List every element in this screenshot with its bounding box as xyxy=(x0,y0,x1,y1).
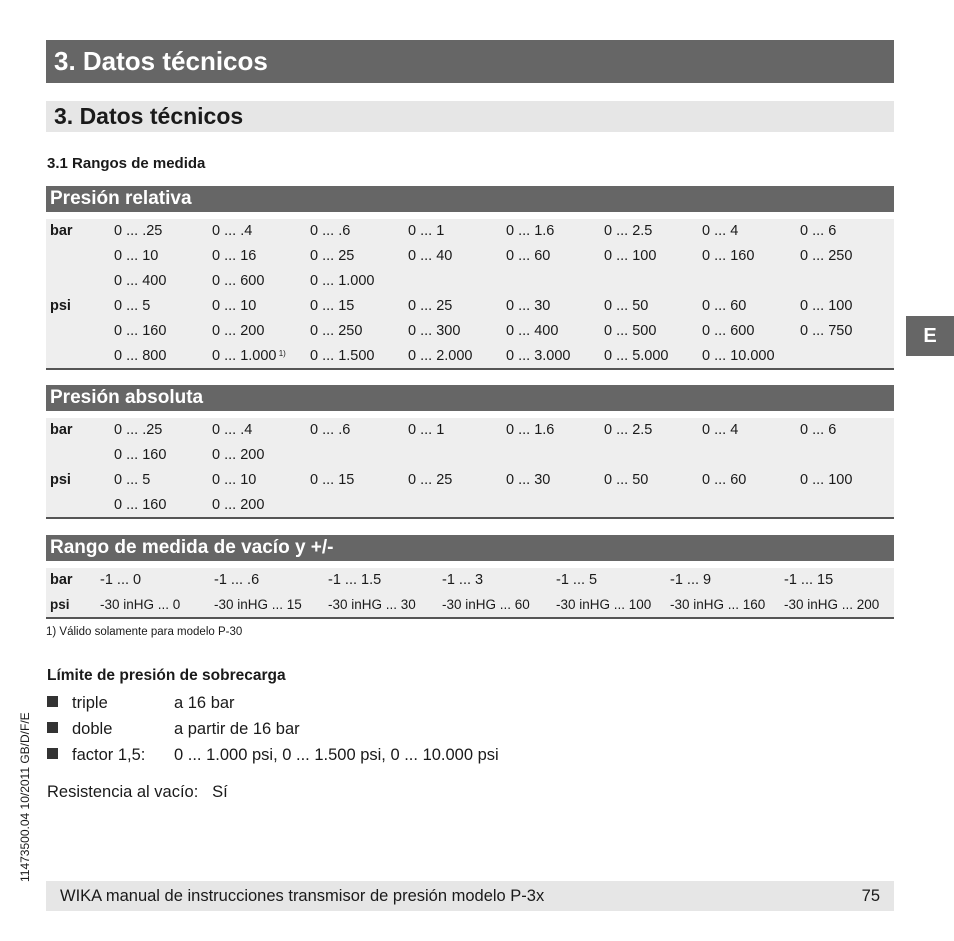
table-cell: 0 ... 60 xyxy=(506,248,551,264)
table-row xyxy=(46,443,894,468)
table-cell: 0 ... 60 xyxy=(702,472,747,488)
table-cell: 0 ... 1.6 xyxy=(506,223,555,239)
table-cell: -1 ... 15 xyxy=(784,572,834,588)
bullet-square-icon xyxy=(47,748,58,759)
table-absoluta xyxy=(46,418,894,519)
table-cell: 0 ... 16 xyxy=(212,248,257,264)
table-cell: 0 ... .4 xyxy=(212,422,253,438)
overload-label: factor 1,5: xyxy=(72,746,146,764)
table-cell: 0 ... 500 xyxy=(604,323,657,339)
table-cell: 0 ... 30 xyxy=(506,472,551,488)
table-cell: 0 ... .25 xyxy=(114,223,163,239)
unit-label: psi xyxy=(50,472,71,488)
table-cell: 0 ... 4 xyxy=(702,422,739,438)
table-cell: -30 inHG ... 15 xyxy=(214,597,302,612)
table-row xyxy=(46,294,894,319)
table-cell: 0 ... 1.500 xyxy=(310,348,375,364)
overload-title: Límite de presión de sobrecarga xyxy=(47,667,286,684)
table-cell: -30 inHG ... 30 xyxy=(328,597,416,612)
table-cell: 0 ... 250 xyxy=(310,323,363,339)
overload-value: a 16 bar xyxy=(174,694,235,712)
table-cell: 0 ... 160 xyxy=(114,497,167,513)
table-cell: 0 ... 3.000 xyxy=(506,348,571,364)
table-cell: 0 ... 10.000 xyxy=(702,348,775,364)
section-title: 3. Datos técnicos xyxy=(46,101,894,132)
unit-label: bar xyxy=(50,223,73,239)
table-cell: 0 ... 1 xyxy=(408,422,445,438)
table-cell: 0 ... 15 xyxy=(310,472,355,488)
table-cell: -30 inHG ... 160 xyxy=(670,597,766,612)
table-cell: 0 ... 1.000 xyxy=(310,273,375,289)
bullet-square-icon xyxy=(47,722,58,733)
unit-label: psi xyxy=(50,597,70,612)
unit-label: psi xyxy=(50,298,71,314)
table-row xyxy=(46,593,894,618)
unit-label: bar xyxy=(50,422,73,438)
table-cell: -1 ... 0 xyxy=(100,572,142,588)
language-tab: E xyxy=(906,316,954,356)
table-cell: 0 ... 100 xyxy=(800,298,853,314)
vacuum-resistance-value: Sí xyxy=(212,783,228,801)
footnote: 1) Válido solamente para modelo P-30 xyxy=(46,626,243,638)
table-cell: 0 ... 160 xyxy=(114,447,167,463)
table-cell: 0 ... 2.000 xyxy=(408,348,473,364)
table-cell: 0 ... 25 xyxy=(310,248,355,264)
table-cell: -1 ... 5 xyxy=(556,572,598,588)
table-cell: 0 ... 2.5 xyxy=(604,422,653,438)
table-cell: 0 ... 100 xyxy=(604,248,657,264)
table-cell: 0 ... 160 xyxy=(702,248,755,264)
table-cell: 0 ... 5.000 xyxy=(604,348,669,364)
table-relativa xyxy=(46,219,894,370)
table-cell: 0 ... 10 xyxy=(212,472,257,488)
table-cell: 0 ... 400 xyxy=(114,273,167,289)
table-cell: 0 ... 6 xyxy=(800,422,837,438)
table-cell: -1 ... .6 xyxy=(214,572,260,588)
table-cell: 0 ... 5 xyxy=(114,298,151,314)
table-row xyxy=(46,269,894,294)
table-cell: 0 ... 2.5 xyxy=(604,223,653,239)
table-absoluta-title: Presión absoluta xyxy=(46,385,894,411)
table-vacio xyxy=(46,568,894,619)
overload-item xyxy=(47,694,235,713)
table-cell: 0 ... 25 xyxy=(408,298,453,314)
table-cell: 0 ... 30 xyxy=(506,298,551,314)
table-cell: 0 ... 6 xyxy=(800,223,837,239)
table-row xyxy=(46,468,894,493)
table-cell: 0 ... 600 xyxy=(212,273,265,289)
table-row xyxy=(46,418,894,443)
table-cell: 0 ... .4 xyxy=(212,223,253,239)
table-cell: 0 ... 15 xyxy=(310,298,355,314)
table-row xyxy=(46,244,894,269)
table-row xyxy=(46,493,894,518)
table-cell: 0 ... 5 xyxy=(114,472,151,488)
vacuum-resistance-label: Resistencia al vacío: xyxy=(47,783,199,801)
table-cell: -30 inHG ... 200 xyxy=(784,597,880,612)
table-cell: 0 ... 300 xyxy=(408,323,461,339)
table-cell: 0 ... 600 xyxy=(702,323,755,339)
table-row xyxy=(46,568,894,593)
overload-value: 0 ... 1.000 psi, 0 ... 1.500 psi, 0 ... 10.000 psi xyxy=(174,746,499,764)
table-cell: 0 ... 200 xyxy=(212,323,265,339)
footer xyxy=(46,881,894,911)
vacuum-resistance xyxy=(47,783,228,802)
overload-label: triple xyxy=(72,694,108,712)
page-number: 75 xyxy=(861,887,880,905)
overload-label: doble xyxy=(72,720,113,738)
table-cell: 0 ... 40 xyxy=(408,248,453,264)
table-cell: -30 inHG ... 0 xyxy=(100,597,181,612)
table-cell: 0 ... 160 xyxy=(114,323,167,339)
table-cell: 0 ... 10 xyxy=(212,298,257,314)
document-code: 11473500.04 10/2011 GB/D/F/E xyxy=(18,712,32,882)
unit-label: bar xyxy=(50,572,73,588)
table-row xyxy=(46,344,894,369)
overload-value: a partir de 16 bar xyxy=(174,720,300,738)
table-cell: 0 ... 50 xyxy=(604,472,649,488)
table-cell: 0 ... 4 xyxy=(702,223,739,239)
table-cell: 0 ... 750 xyxy=(800,323,853,339)
table-vacio-title: Rango de medida de vacío y +/- xyxy=(46,535,894,561)
table-cell: 0 ... 200 xyxy=(212,497,265,513)
subsection-title: 3.1 Rangos de medida xyxy=(47,155,206,172)
table-cell: 0 ... 250 xyxy=(800,248,853,264)
table-cell: 0 ... 10 xyxy=(114,248,159,264)
table-row xyxy=(46,319,894,344)
table-cell: -1 ... 9 xyxy=(670,572,712,588)
table-cell: 0 ... 100 xyxy=(800,472,853,488)
chapter-title: 3. Datos técnicos xyxy=(46,40,894,83)
table-cell: 0 ... 1.6 xyxy=(506,422,555,438)
table-row xyxy=(46,219,894,244)
table-cell: -1 ... 1.5 xyxy=(328,572,382,588)
overload-item xyxy=(47,720,300,739)
table-cell: 0 ... 60 xyxy=(702,298,747,314)
table-cell: -1 ... 3 xyxy=(442,572,484,588)
table-cell: 0 ... 800 xyxy=(114,348,167,364)
table-cell: 0 ... 400 xyxy=(506,323,559,339)
table-cell: 0 ... 25 xyxy=(408,472,453,488)
table-cell: 0 ... 1 xyxy=(408,223,445,239)
footer-text: WIKA manual de instrucciones transmisor de presión modelo P-3x xyxy=(60,887,545,905)
table-cell: -30 inHG ... 60 xyxy=(442,597,530,612)
table-cell: 0 ... .25 xyxy=(114,422,163,438)
table-cell: 0 ... 50 xyxy=(604,298,649,314)
footnote-mark: 1) xyxy=(276,349,286,358)
table-cell: 0 ... 1.000 $^{1)}$ xyxy=(212,348,286,364)
table-relativa-title: Presión relativa xyxy=(46,186,894,212)
table-cell: -30 inHG ... 100 xyxy=(556,597,652,612)
table-cell: 0 ... .6 xyxy=(310,223,351,239)
bullet-square-icon xyxy=(47,696,58,707)
table-cell: 0 ... .6 xyxy=(310,422,351,438)
table-cell: 0 ... 200 xyxy=(212,447,265,463)
overload-item xyxy=(47,746,499,765)
